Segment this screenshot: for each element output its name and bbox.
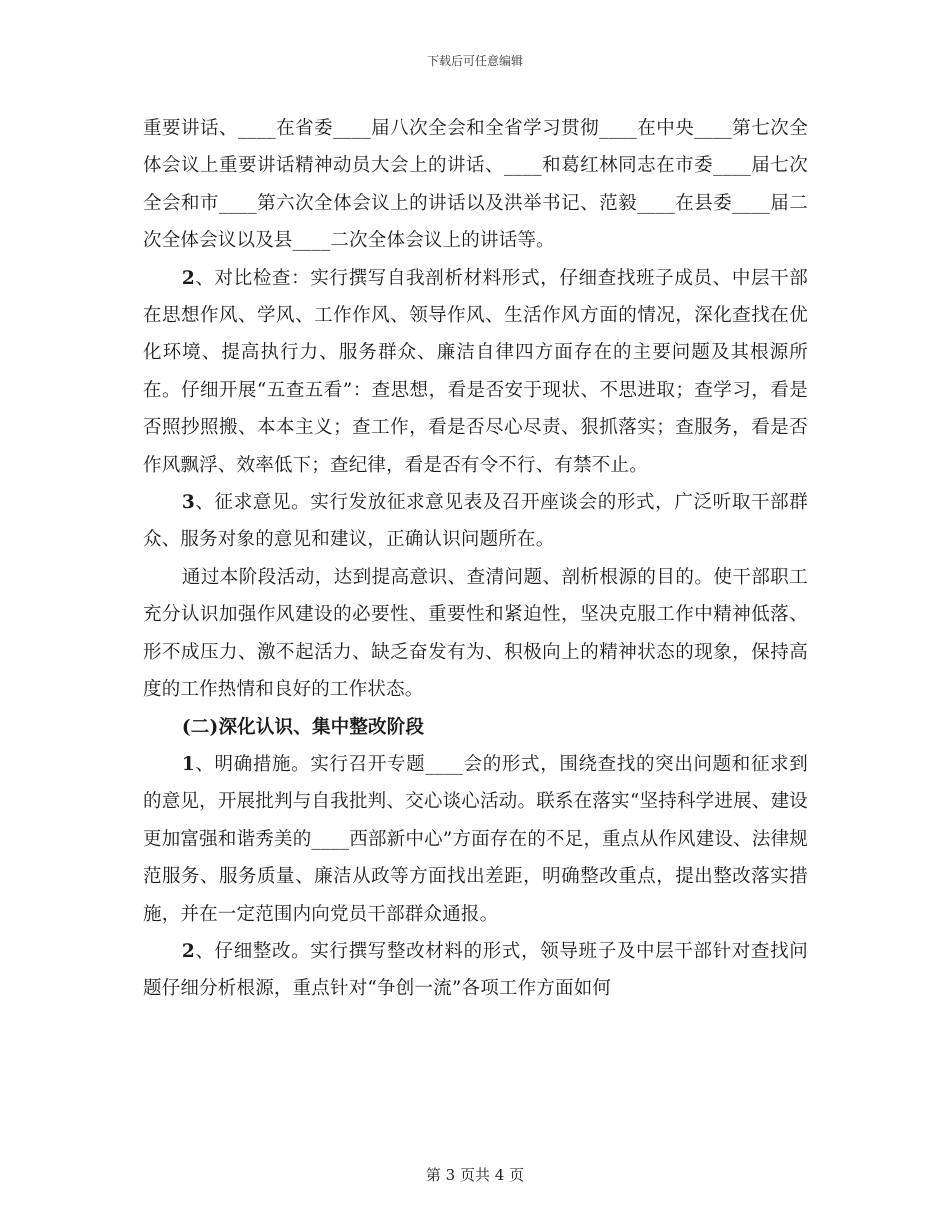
page-number-footer: 第 3 页共 4 页 — [425, 1166, 525, 1184]
paragraph-text: 、对比检查：实行撰写自我剖析材料形式，仔细查找班子成员、中层干部在思想作风、学风、工作作风、领导作风、生活作风方面的情况，深化查找在优化环境、提高执行力、服务群众、廉洁自律四方面存在的主要问题及其根源所在。仔细开展“五查五看”：查思想，看是否安于现状、不思进取；查学习，看是否照抄照搬、本本主义；查工作，看是否尽心尽责、狠抓落实；查服务，看是否作风飘浮、效率低下；查纪律，看是否有令不行、有禁不止。 — [143, 267, 808, 476]
section-heading-text: (二)深化认识、集中整改阶段 — [181, 716, 425, 738]
paragraph-stage-summary — [143, 559, 808, 709]
download-editable-note: 下载后可任意编辑 — [426, 54, 523, 68]
paragraph-text: 、仔细整改。实行撰写整改材料的形式，领导班子及中层干部针对查找问题仔细分析根源，重点针对“争创一流”各项工作方面如何 — [143, 940, 808, 1000]
paragraph-text: 、明确措施。实行召开专题____会的形式，围绕查找的突出问题和征求到的意见，开展批判与自我批判、交心谈心活动。联系在落实“坚持科学进展、建设更加富强和谐秀美的____西部新中心”方面存在的不足，重点从作风建设、法律规范服务、服务质量、廉洁从政等方面找出差距，明确整改重点，提出整改落实措施，并在一定范围内向党员干部群众通报。 — [143, 753, 808, 925]
paragraph-careful-rectification — [143, 933, 808, 1008]
document-body — [143, 110, 808, 1008]
paragraph-clarify-measures — [143, 746, 808, 933]
item-number: 2 — [181, 940, 195, 962]
item-number: 3 — [181, 492, 195, 514]
section-heading-rectification-stage — [143, 709, 808, 746]
paragraph-text: 通过本阶段活动，达到提高意识、查清问题、剖析根源的目的。使干部职工充分认识加强作风建设的必要性、重要性和紧迫性，坚决克服工作中精神低落、形不成压力、激不起活力、缺乏奋发有为、积极向上的精神状态的现象，保持高度的工作热情和良好的工作状态。 — [143, 566, 808, 701]
paragraph-solicit-opinions — [143, 484, 808, 559]
paragraph-continued-speeches — [143, 110, 808, 260]
paragraph-text: 、征求意见。实行发放征求意见表及召开座谈会的形式，广泛听取干部群众、服务对象的意见和建议，正确认识问题所在。 — [143, 492, 808, 551]
item-number: 1 — [181, 753, 195, 775]
item-number: 2 — [181, 267, 195, 289]
paragraph-comparison-check — [143, 260, 808, 484]
paragraph-text: 重要讲话、____在省委____届八次全会和全省学习贯彻____在中央____第七次全体会议上重要讲话精神动员大会上的讲话、____和葛红林同志在市委____届七次全会和市____第六次全体会议上的讲话以及洪举书记、范毅____在县委____届二次全体会议以及县____二次全体会议上的讲话等。 — [143, 118, 808, 252]
